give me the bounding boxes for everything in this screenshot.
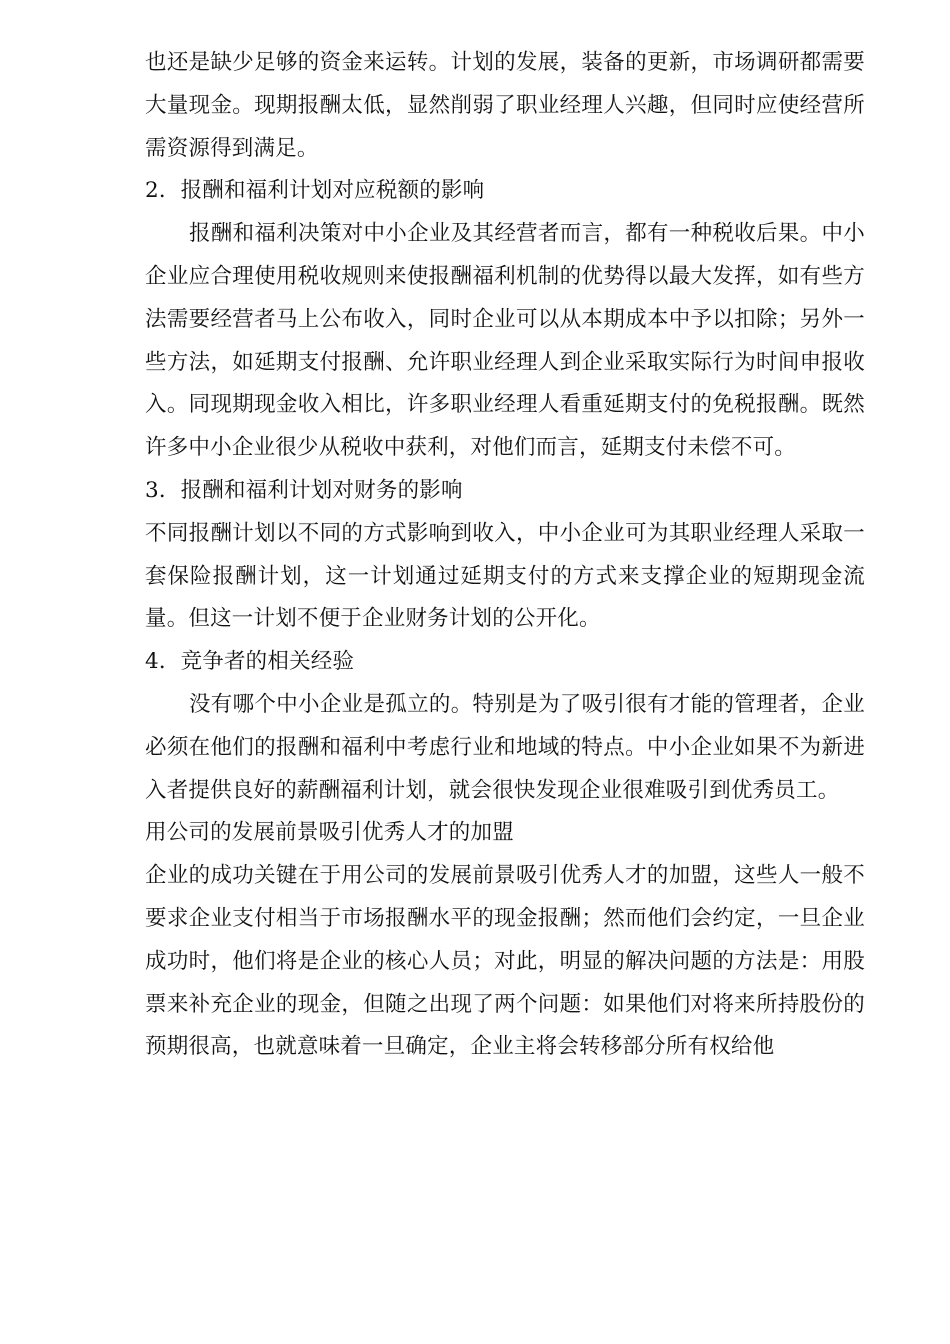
section-heading-3: 3．报酬和福利计划对财务的影响: [145, 477, 463, 503]
section-heading-talent: 用公司的发展前景吸引优秀人才的加盟: [145, 820, 514, 846]
section-heading-2: 2．报酬和福利计划对应税额的影响: [145, 178, 485, 204]
paragraph-finance-impact: 不同报酬计划以不同的方式影响到收入，中小企业可为其职业经理人采取一套保险报酬计划，这一计划通过延期支付的方式来支撑企业的短期现金流量。但这一计划不便于企业财务计划的公开化。: [145, 520, 865, 632]
paragraph-tax-impact: 报酬和福利决策对中小企业及其经营者而言，都有一种税收后果。中小企业应合理使用税收规则来使报酬福利机制的优势得以最大发挥，如有些方法需要经营者马上公布收入，同时企业可以从本期成本中予以扣除；另外一些方法，如延期支付报酬、允许职业经理人到企业采取实际行为时间申报收入。同现期现金收入相比，许多职业经理人看重延期支付的免税报酬。既然许多中小企业很少从税收中获利，对他们而言，延期支付未偿不可。: [145, 221, 865, 461]
document-body: [145, 42, 865, 1069]
paragraph-competitor-experience: 没有哪个中小企业是孤立的。特别是为了吸引很有才能的管理者，企业必须在他们的报酬和福利中考虑行业和地域的特点。中小企业如果不为新进入者提供良好的薪酬福利计划，就会很快发现企业很难吸引到优秀员工。: [145, 691, 865, 803]
paragraph-talent-attraction: 企业的成功关键在于用公司的发展前景吸引优秀人才的加盟，这些人一般不要求企业支付相当于市场报酬水平的现金报酬；然而他们会约定，一旦企业成功时，他们将是企业的核心人员；对此，明显的解决问题的方法是：用股票来补充企业的现金，但随之出现了两个问题：如果他们对将来所持股份的预期很高，也就意味着一旦确定，企业主将会转移部分所有权给他: [145, 863, 865, 1060]
paragraph-continuation: 也还是缺少足够的资金来运转。计划的发展，装备的更新，市场调研都需要大量现金。现期报酬太低，显然削弱了职业经理人兴趣，但同时应使经营所需资源得到满足。: [145, 50, 865, 161]
section-heading-4: 4．竞争者的相关经验: [145, 649, 355, 675]
